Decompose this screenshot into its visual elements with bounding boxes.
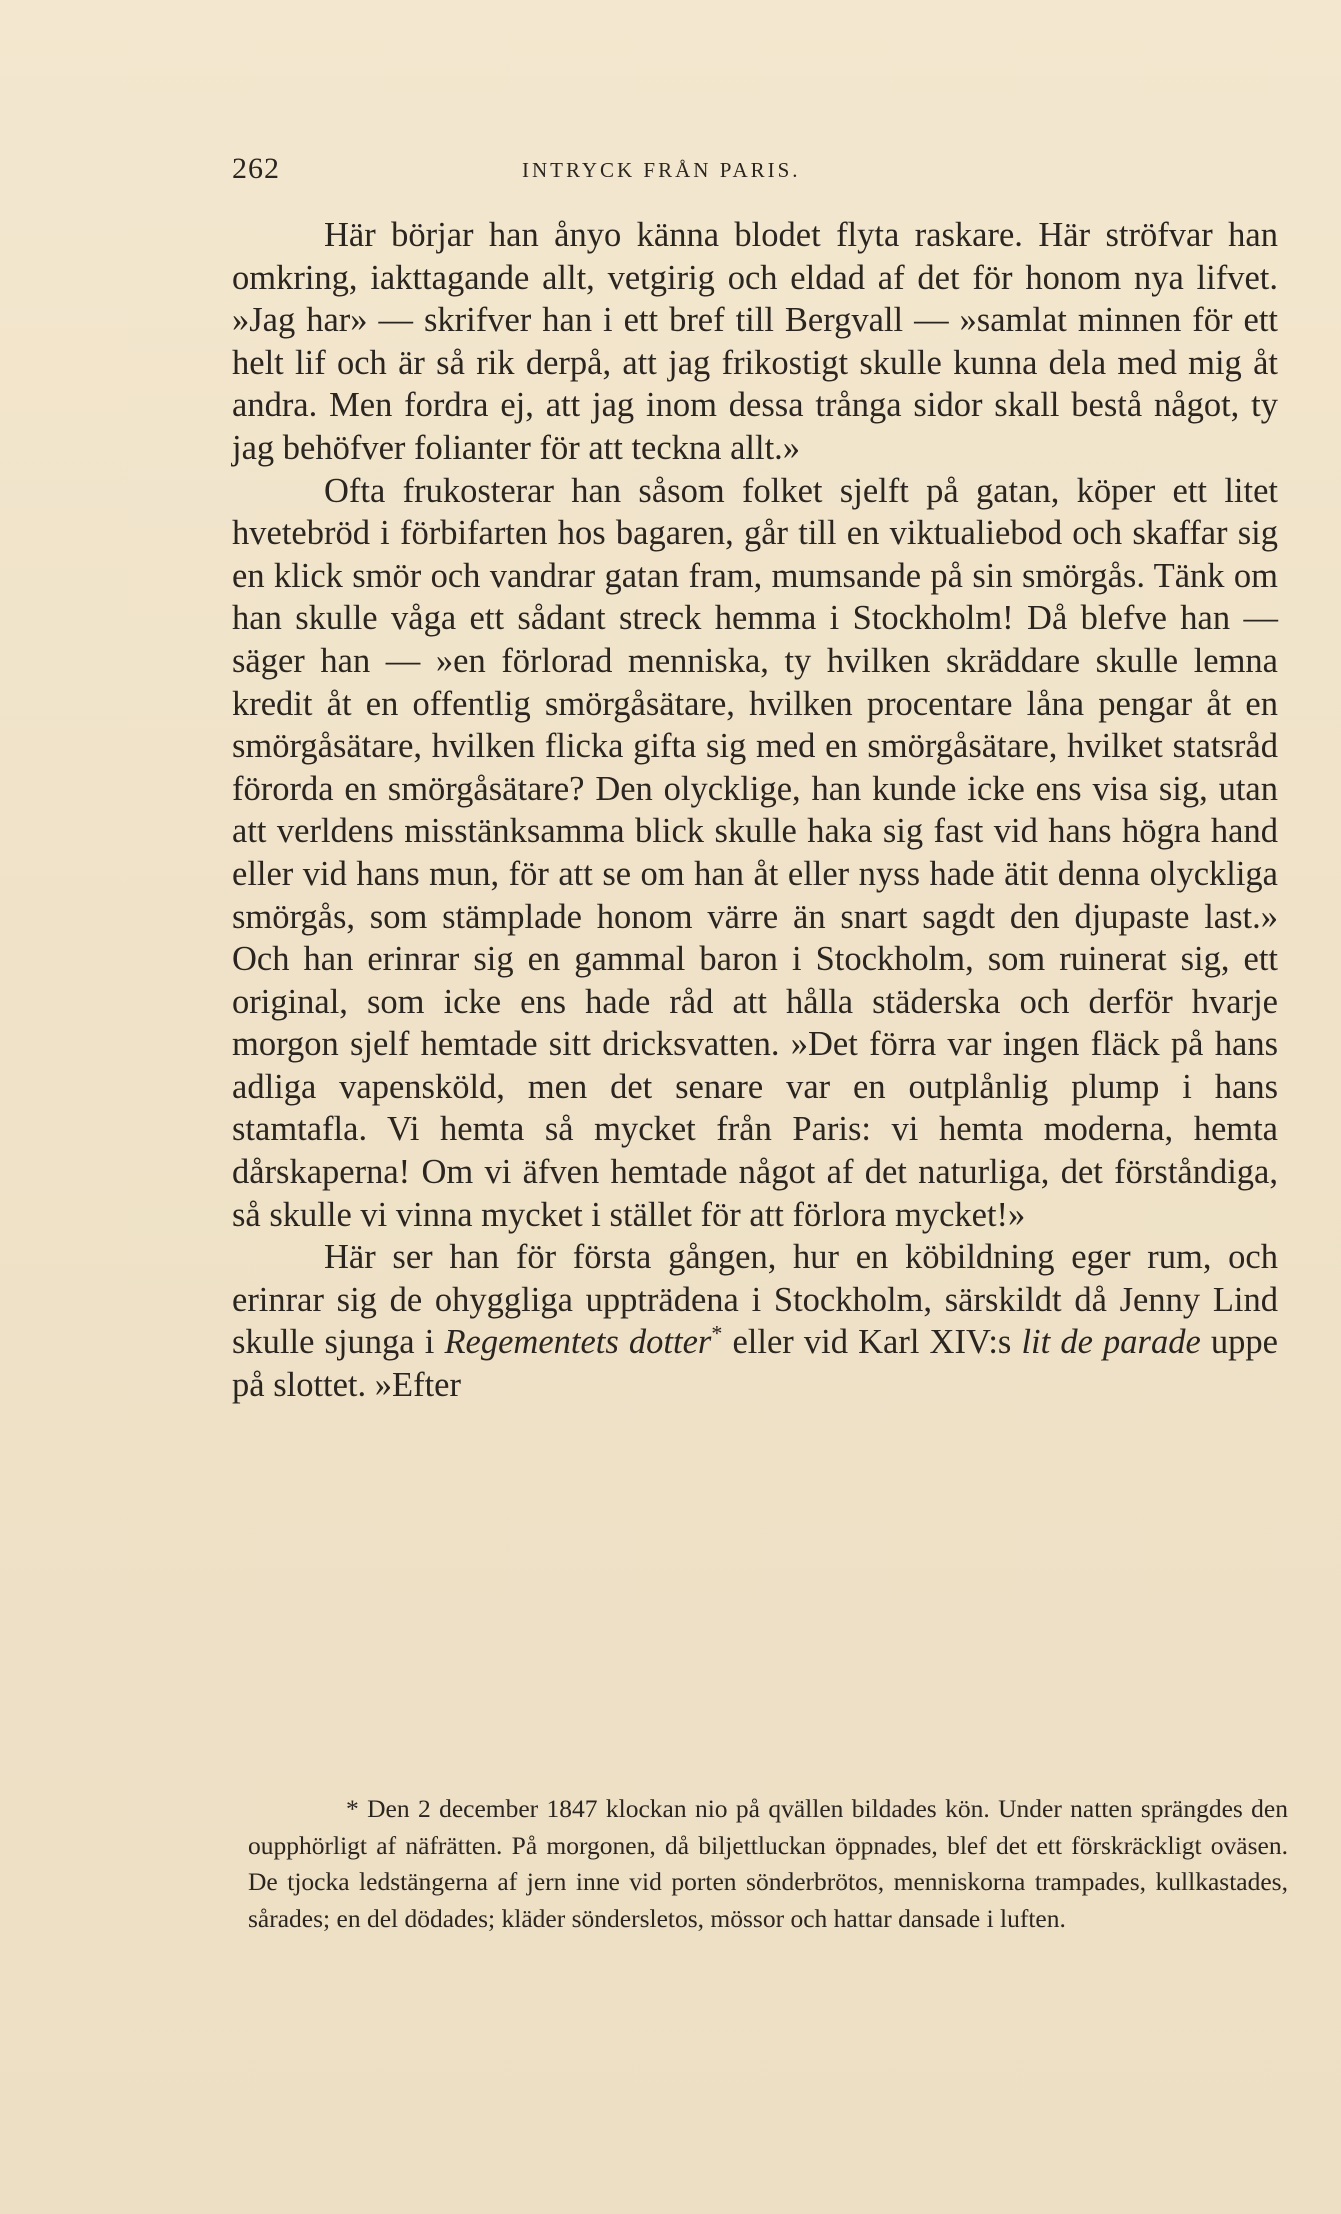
running-head (232, 152, 932, 192)
running-title: INTRYCK FRÅN PARIS. (522, 158, 801, 182)
page-number: 262 (232, 152, 280, 185)
paragraph-text: uppe på slottet. »Efter (232, 1323, 1278, 1405)
paragraph (232, 1236, 1278, 1406)
paragraph-text: Här ser han för första gången, hur en köbildning eger rum, och erinrar sig de ohyggliga uppträdena i Stockholm, särskildt då Jenny Lind skulle sjunga i (232, 1238, 1278, 1362)
body-text (232, 214, 1278, 1407)
paragraph: Här börjar han ånyo känna blodet flyta raskare. Här ströfvar han omkring, iakttagande allt, vetgirig och eldad af det för honom nya lifvet. »Jag har» — skrifver han i ett bref till Bergvall — »samlat minnen för ett helt lif och är så rik derpå, att jag frikostigt skulle kunna dela med mig åt andra. Men fordra ej, att jag inom dessa trånga sidor skall bestå något, ty jag behöfver folianter för att teckna allt.» (232, 216, 1278, 467)
paragraph: Ofta frukosterar han såsom folket sjelft på gatan, köper ett litet hvetebröd i förbifarten hos bagaren, går till en viktualiebod och skaffar sig en klick smör och vandrar gatan fram, mumsande på sin smörgås. Tänk om han skulle våga ett sådant streck hemma i Stockholm! Då blefve han — säger han — »en förlorad menniska, ty hvilken skräddare skulle lemna kredit åt en offentlig smörgåsätare, hvilken procentare låna pengar åt en smörgåsätare, hvilken flicka gifta sig med en smörgåsätare, hvilket statsråd förorda en smörgåsätare? Den olycklige, han kunde icke ens visa sig, utan att verldens misstänksamma blick skulle haka sig fast vid hans högra hand eller vid hans mun, för att se om han åt eller nyss hade ätit denna olyckliga smörgås, som stämplade honom värre än snart sagdt den djupaste last.» Och han erinrar sig en gammal baron i Stockholm, som ruinerat sig, ett original, som icke ens hade råd att hålla städerska och derför hvarje morgon sjelf hemtade sitt dricksvatten. »Det förra var ingen fläck på hans adliga vapensköld, men det senare var en outplånlig plump i hans stamtafla. Vi hemta så mycket från Paris: vi hemta moderna, hemta dårskaperna! Om vi äfven hemtade något af det naturliga, det förståndiga, så skulle vi vinna mycket i stället för att förlora mycket!» (232, 471, 1278, 1234)
footnote-mark: * (346, 1794, 359, 1823)
italic-title: lit de parade (1021, 1323, 1201, 1362)
footnote-reference: * (711, 1320, 723, 1346)
paragraph-text: eller vid Karl XIV:s (722, 1323, 1022, 1362)
italic-title: Regementets dotter (444, 1323, 712, 1362)
footnote (248, 1791, 1288, 1937)
footnote-text: Den 2 december 1847 klockan nio på qvällen bildades kön. Under natten sprängdes den oupphörligt af näfrätten. På morgonen, då biljettluckan öppnades, blef det ett förskräckligt oväsen. De tjocka ledstängerna af jern inne vid porten sönderbrötos, menniskorna trampades, kullkastades, sårades; en del dödades; kläder söndersletos, mössor och hattar dansade i luften. (248, 1794, 1288, 1933)
